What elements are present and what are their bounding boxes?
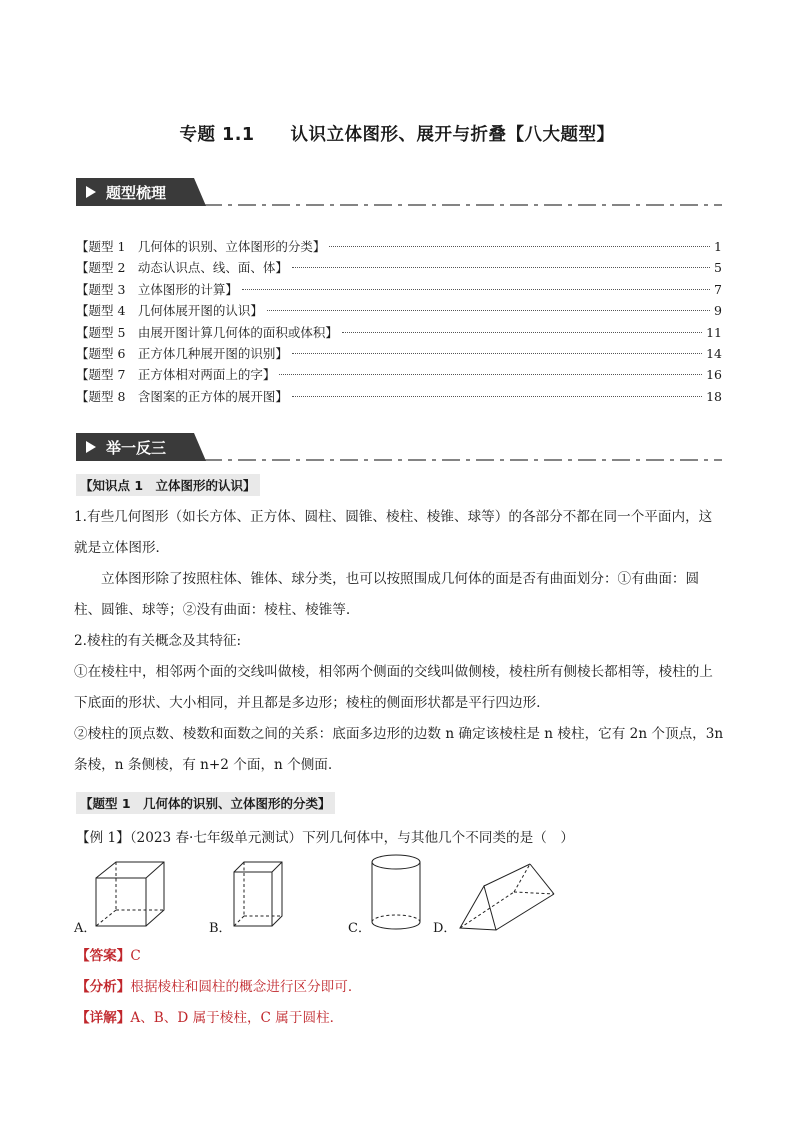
toc-item-page: 18 bbox=[706, 388, 722, 404]
toc-item-page: 5 bbox=[714, 260, 722, 276]
section-label-overview: 题型梳理 bbox=[106, 184, 167, 202]
toc-item-page: 7 bbox=[714, 281, 722, 297]
answer-line bbox=[76, 944, 141, 964]
toc-item-title: 【题型 8 含图案的正方体的展开图】 bbox=[76, 388, 288, 404]
analysis-label: 【分析】 bbox=[76, 979, 131, 995]
toc-item[interactable] bbox=[76, 364, 722, 385]
paragraph: 1.有些几何图形（如长方体、正方体、圆柱、圆锥、棱柱、棱锥、球等）的各部分不都在同一个平面内，这就是立体图形． bbox=[74, 509, 713, 556]
toc-item-title: 【题型 7 正方体相对两面上的字】 bbox=[76, 367, 276, 383]
page-title: 专题 1.1 认识立体图形、展开与折叠【八大题型】 bbox=[179, 125, 615, 145]
toc-item-page: 16 bbox=[706, 367, 722, 383]
cube-figure bbox=[92, 858, 168, 930]
section-banner-overview bbox=[76, 178, 722, 210]
detail-line bbox=[76, 1006, 343, 1026]
toc-item-title: 【题型 2 动态认识点、线、面、体】 bbox=[76, 260, 288, 276]
rect-prism-figure bbox=[230, 858, 286, 930]
dash-dot-divider bbox=[204, 459, 722, 461]
detail-text: A、B、D 属于棱柱，C 属于圆柱． bbox=[130, 1010, 344, 1026]
answer-text: C bbox=[130, 948, 141, 964]
paragraph: 2.棱柱的有关概念及其特征: bbox=[74, 633, 242, 649]
toc-item-title: 【题型 3 立体图形的计算】 bbox=[76, 281, 238, 297]
toc-item[interactable] bbox=[76, 279, 722, 300]
content-block bbox=[74, 502, 724, 781]
paragraph: ①在棱柱中，相邻两个面的交线叫做棱，相邻两个侧面的交线叫做侧棱，棱柱所有侧棱长都相等，棱柱的上下底面的形状、大小相同，并且都是多边形；棱柱的侧面形状都是平行四边形. bbox=[74, 664, 713, 711]
dash-dot-divider bbox=[204, 204, 722, 206]
toc-item-page: 14 bbox=[706, 345, 722, 361]
option-b-label[interactable]: B． bbox=[209, 921, 232, 936]
toc-item[interactable] bbox=[76, 322, 722, 343]
analysis-line bbox=[76, 975, 361, 995]
toc-item-title: 【题型 4 几何体展开图的认识】 bbox=[76, 303, 263, 319]
toc-item-title: 【题型 1 几何体的识别、立体图形的分类】 bbox=[76, 239, 326, 254]
knowledge-point-heading: 【知识点 1 立体图形的认识】 bbox=[76, 474, 260, 496]
toc-item-title: 【题型 6 正方体几种展开图的识别】 bbox=[76, 345, 288, 361]
analysis-text: 根据棱柱和圆柱的概念进行区分即可． bbox=[130, 979, 362, 995]
toc-item[interactable] bbox=[76, 343, 722, 364]
option-c-label[interactable]: C． bbox=[348, 921, 371, 936]
toc-item-page: 1 bbox=[714, 239, 722, 254]
section-label-practice: 举一反三 bbox=[106, 439, 167, 457]
table-of-contents bbox=[76, 236, 722, 407]
toc-item[interactable] bbox=[76, 257, 722, 278]
toc-item[interactable] bbox=[76, 236, 722, 257]
triangular-prism-figure bbox=[456, 860, 566, 934]
toc-item-page: 9 bbox=[714, 303, 722, 319]
section-banner-practice bbox=[76, 433, 722, 465]
paragraph: 立体图形除了按照柱体、锥体、球分类，也可以按照围成几何体的面是否有曲面划分：①有曲面：圆柱、圆锥、球等；②没有曲面：棱柱、棱锥等. bbox=[74, 571, 700, 618]
example-question: 【例 1】（2023 春·七年级单元测试）下列几何体中，与其他几个不同类的是（ ） bbox=[76, 830, 574, 846]
toc-item-page: 11 bbox=[706, 324, 722, 340]
answer-label: 【答案】 bbox=[76, 948, 131, 964]
toc-item[interactable] bbox=[76, 300, 722, 321]
option-a-label[interactable]: A． bbox=[74, 921, 97, 936]
toc-item-title: 【题型 5 由展开图计算几何体的面积或体积】 bbox=[76, 324, 338, 340]
toc-item[interactable] bbox=[76, 386, 722, 407]
paragraph: ②棱柱的顶点数、棱数和面数之间的关系：底面多边形的边数 n 确定该棱柱是 n 棱柱，它有 2n 个顶点，3n 条棱，n 条侧棱，有 n+2 个面，n 个侧面. bbox=[74, 726, 724, 773]
detail-label: 【详解】 bbox=[76, 1010, 131, 1026]
cylinder-figure bbox=[368, 852, 424, 934]
question-type-heading: 【题型 1 几何体的识别、立体图形的分类】 bbox=[76, 792, 335, 814]
option-d-label[interactable]: D． bbox=[433, 921, 457, 936]
